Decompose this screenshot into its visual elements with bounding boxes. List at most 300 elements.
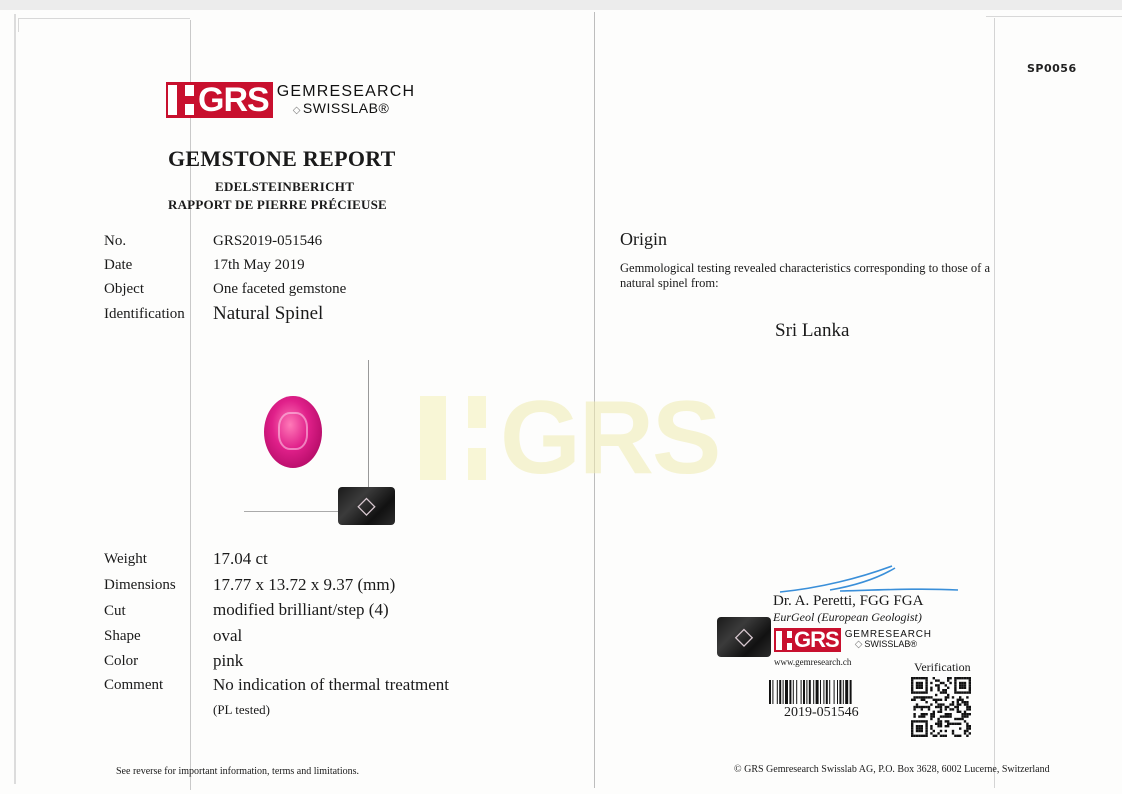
fold-line-left [190,20,191,790]
field-value-comment: No indication of thermal treatment [213,675,450,694]
qr-module [911,687,913,689]
qr-module [969,682,971,684]
footer-note: See reverse for important information, terms and limitations. [116,766,359,777]
signatory-name: Dr. A. Peretti, FGG FGA [773,593,924,609]
field-label-date: Date [104,257,133,273]
qr-module [957,735,959,737]
qr-module [964,682,966,684]
qr-module [959,687,961,689]
qr-module [913,677,915,679]
barcode-bar [772,680,773,704]
field-label-dimensions: Dimensions [104,577,176,593]
barcode-bar [783,680,784,704]
qr-module [942,682,944,684]
report-subtitle-de: EDELSTEINBERICHT [215,179,355,194]
qr-module [921,684,923,686]
qr-module [937,718,939,720]
qr-module [959,727,961,729]
qr-module [961,691,963,693]
origin-value: Sri Lanka [775,320,850,341]
qr-module [966,735,968,737]
qr-module [942,703,944,705]
qr-module [913,720,915,722]
qr-module [918,730,920,732]
qr-module [916,727,918,729]
qr-module [918,682,920,684]
qr-module [954,706,956,708]
qr-module [954,723,956,725]
qr-module [957,718,959,720]
qr-module [921,720,923,722]
field-label-identification: Identification [104,306,185,322]
qr-module [969,708,971,710]
qr-module [964,684,966,686]
field-value-shape: oval [213,626,243,645]
barcode-bar [820,680,821,704]
qr-module [966,725,968,727]
qr-module [942,691,944,693]
qr-module [969,687,971,689]
qr-module [913,708,915,710]
qr-module [959,723,961,725]
watermark-letters: GRS [500,380,720,496]
qr-module [957,691,959,693]
qr-module [942,735,944,737]
qr-module [952,723,954,725]
qr-module [945,725,947,727]
qr-module [923,720,925,722]
qr-module [940,711,942,713]
field-value-weight: 17.04 ct [213,549,268,568]
qr-module [925,720,927,722]
qr-module [925,730,927,732]
qr-module [959,684,961,686]
qr-module [969,706,971,708]
qr-module [937,687,939,689]
qr-module [964,711,966,713]
qr-module [911,679,913,681]
footer-copyright: © GRS Gemresearch Swisslab AG, P.O. Box 3628, 6002 Lucerne, Switzerland [734,764,1050,775]
qr-module [945,720,947,722]
qr-module [928,706,930,708]
barcode-bar [793,680,794,704]
watermark-cross-icon [420,396,486,480]
qr-module [930,696,932,698]
qr-module [969,691,971,693]
qr-module [923,706,925,708]
qr-module [921,677,923,679]
qr-module [954,718,956,720]
qr-module [937,723,939,725]
report-subtitle-fr: RAPPORT DE PIERRE PRÉCIEUSE [168,197,387,212]
field-value-color: pink [213,651,244,670]
qr-module [964,713,966,715]
qr-module [945,735,947,737]
field-label-weight: Weight [104,551,147,567]
grs-watermark [420,380,720,496]
qr-module [940,706,942,708]
qr-module [966,703,968,705]
barcode-icon [769,680,889,704]
qr-module [966,713,968,715]
qr-module [913,713,915,715]
qr-module [949,723,951,725]
qr-module [911,723,913,725]
qr-module [925,701,927,703]
qr-module [925,696,927,698]
qr-module [925,725,927,727]
qr-module [954,679,956,681]
qr-module [925,732,927,734]
field-value-date: 17th May 2019 [213,257,305,273]
qr-module [911,677,913,679]
field-value-identification: Natural Spinel [213,303,324,324]
barcode-number: 2019-051546 [784,705,859,720]
qr-module [954,691,956,693]
qr-module [935,679,937,681]
barcode-bar [839,680,841,704]
qr-module [935,699,937,701]
qr-module [961,699,963,701]
qr-module [959,696,961,698]
qr-module [940,715,942,717]
qr-module [911,730,913,732]
qr-module [940,720,942,722]
qr-module [952,730,954,732]
qr-module [945,706,947,708]
field-value-object: One faceted gemstone [213,281,347,297]
qr-module [911,727,913,729]
qr-module [957,703,959,705]
grs-logo-mark [774,628,841,652]
logo-line-1: GEMRESEARCH [844,629,932,640]
qr-module [923,713,925,715]
qr-module [937,703,939,705]
qr-module [961,682,963,684]
qr-module [947,677,949,679]
qr-module [969,689,971,691]
barcode-bar [845,680,848,704]
qr-module [964,691,966,693]
qr-module [957,699,959,701]
qr-module [957,708,959,710]
qr-module [930,718,932,720]
field-label-comment: Comment [104,677,164,693]
qr-module [961,715,963,717]
qr-module [930,732,932,734]
qr-module [913,735,915,737]
qr-module [916,703,918,705]
qr-module [925,687,927,689]
qr-module [959,735,961,737]
qr-module [918,706,920,708]
qr-module [947,694,949,696]
qr-module [969,725,971,727]
qr-module [954,684,956,686]
qr-module [959,718,961,720]
qr-module [937,689,939,691]
qr-module [925,679,927,681]
origin-heading: Origin [620,229,667,249]
qr-module [918,720,920,722]
qr-module [940,691,942,693]
qr-module [911,691,913,693]
qr-module [961,718,963,720]
qr-module [961,713,963,715]
qr-module [916,730,918,732]
barcode-bar [777,680,778,704]
qr-module [933,677,935,679]
qr-module [964,730,966,732]
qr-module [940,699,942,701]
logo-letters: GRS [198,81,269,119]
qr-module [918,677,920,679]
qr-module [923,735,925,737]
qr-module [925,691,927,693]
qr-module [959,682,961,684]
qr-module [925,689,927,691]
qr-module [937,699,939,701]
qr-module [911,720,913,722]
qr-module [933,735,935,737]
qr-module [937,725,939,727]
qr-module [925,735,927,737]
qr-module [933,713,935,715]
qr-module [964,703,966,705]
page-tab-left [18,18,190,32]
qr-module [923,691,925,693]
qr-module [964,677,966,679]
qr-module [913,715,915,717]
qr-module [916,682,918,684]
qr-module [945,699,947,701]
barcode-bar [779,680,781,704]
qr-module [964,687,966,689]
qr-module [918,696,920,698]
logo-line-2: SWISSLAB® [864,639,918,649]
qr-module [945,696,947,698]
qr-module [916,677,918,679]
qr-module [947,687,949,689]
qr-module [933,711,935,713]
diamond-icon: ◇ [854,639,863,650]
qr-module [916,684,918,686]
qr-module [911,682,913,684]
qr-module [930,727,932,729]
qr-module [921,699,923,701]
qr-module [930,713,932,715]
qr-module [966,701,968,703]
logo-wordmark [845,630,932,650]
qr-module [925,727,927,729]
qr-module [933,715,935,717]
grs-logo-mark [166,82,273,118]
qr-module [930,715,932,717]
qr-module [949,703,951,705]
qr-module [954,682,956,684]
qr-module [957,711,959,713]
barcode-bar [769,680,771,704]
qr-module [947,725,949,727]
qr-module [923,677,925,679]
qr-module [918,727,920,729]
qr-module [918,725,920,727]
qr-code-icon [911,677,971,737]
logo-wordmark [277,84,416,116]
qr-module [945,689,947,691]
qr-module [921,735,923,737]
barcode-bar [843,680,844,704]
qr-module [966,691,968,693]
grs-logo-small [774,628,932,652]
qr-module [923,699,925,701]
qr-module [947,706,949,708]
qr-module [966,677,968,679]
qr-module [916,706,918,708]
page-tab-right [986,16,1122,28]
qr-module [937,711,939,713]
qr-module [947,715,949,717]
qr-module [940,703,942,705]
qr-module [911,735,913,737]
qr-module [945,691,947,693]
qr-module [921,713,923,715]
qr-module [949,677,951,679]
qr-module [940,735,942,737]
qr-module [959,691,961,693]
qr-module [921,691,923,693]
website-link: www.gemresearch.ch [774,657,852,667]
qr-module [961,677,963,679]
barcode-bar [823,680,824,704]
qr-module [969,679,971,681]
qr-module [954,677,956,679]
page-edge [14,14,16,784]
qr-module [966,708,968,710]
qr-module [933,699,935,701]
qr-module [964,732,966,734]
qr-module [916,696,918,698]
qr-module [916,720,918,722]
qr-module [921,696,923,698]
qr-module [937,684,939,686]
qr-module [923,715,925,717]
qr-module [957,701,959,703]
qr-module [969,677,971,679]
logo-line-2: SWISSLAB® [302,100,390,116]
qr-module [957,677,959,679]
hologram-diamond-icon: ◇ [338,487,395,525]
diamond-icon: ◇ [292,105,301,116]
qr-module [952,708,954,710]
qr-module [916,735,918,737]
scan-border [0,0,1122,10]
qr-module [945,684,947,686]
barcode-bar [806,680,807,704]
barcode-bar [834,680,835,704]
qr-module [945,713,947,715]
field-value-number: GRS2019-051546 [213,233,323,249]
qr-module [928,696,930,698]
gemstone-photo [264,396,322,468]
qr-module [959,703,961,705]
signatory-title: EurGeol (European Geologist) [773,610,922,624]
page-edge-right [994,18,995,788]
origin-text: Gemmological testing revealed characteristics corresponding to those of a natural spinel from: [620,261,991,290]
qr-module [921,727,923,729]
qr-module [921,730,923,732]
qr-module [964,715,966,717]
qr-module [966,696,968,698]
qr-module [966,727,968,729]
qr-module [945,730,947,732]
qr-module [911,684,913,686]
qr-module [911,725,913,727]
qr-module [925,682,927,684]
qr-module [947,713,949,715]
qr-module [916,725,918,727]
qr-module [945,715,947,717]
qr-module [964,720,966,722]
qr-module [966,706,968,708]
qr-module [961,701,963,703]
qr-module [916,691,918,693]
qr-module [935,701,937,703]
qr-module [930,703,932,705]
barcode-bar [801,680,802,704]
report-title: GEMSTONE REPORT [168,146,396,171]
field-label-color: Color [104,653,139,669]
qr-module [935,723,937,725]
swiss-cross-icon [776,631,792,650]
qr-module [913,706,915,708]
hologram-diamond-icon: ◇ [717,617,771,657]
scale-line-horizontal [244,511,340,512]
qr-module [942,715,944,717]
field-label-object: Object [104,281,144,297]
field-label-shape: Shape [104,628,141,644]
qr-module [911,699,913,701]
qr-module [959,711,961,713]
qr-module [916,687,918,689]
qr-module [930,725,932,727]
qr-module [921,682,923,684]
qr-module [921,706,923,708]
qr-module [949,715,951,717]
qr-module [959,699,961,701]
qr-module [921,725,923,727]
qr-module [921,708,923,710]
qr-module [947,679,949,681]
qr-module [925,723,927,725]
barcode-bar [829,680,830,704]
barcode-bar [837,680,838,704]
qr-module [911,732,913,734]
qr-module [923,696,925,698]
qr-module [913,696,915,698]
qr-module [940,723,942,725]
qr-module [952,696,954,698]
qr-module [937,679,939,681]
swiss-cross-icon [168,85,194,115]
qr-module [940,708,942,710]
qr-module [925,706,927,708]
qr-module [930,687,932,689]
qr-module [940,725,942,727]
qr-module [930,689,932,691]
qr-module [961,687,963,689]
qr-module [921,687,923,689]
